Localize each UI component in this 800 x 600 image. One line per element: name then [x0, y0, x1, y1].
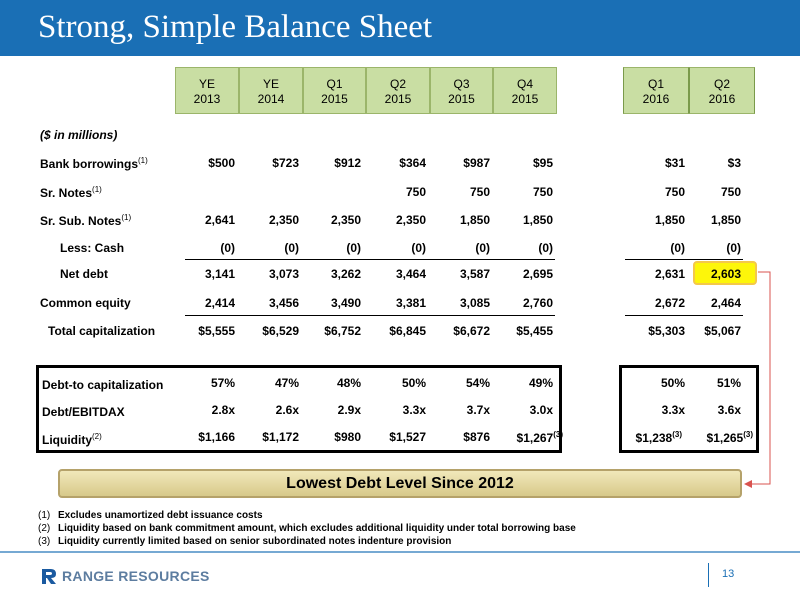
cell: 3,073 [268, 267, 299, 281]
cell: 51% [716, 376, 741, 390]
cell: (0) [220, 241, 235, 255]
cell: 1,850 [710, 213, 741, 227]
cell: $500 [208, 156, 235, 170]
cell: 48% [336, 376, 361, 390]
period-header-4 [366, 67, 430, 114]
cell: 3.7x [466, 403, 490, 417]
cell: 750 [405, 185, 426, 199]
row-label-liquidity [42, 432, 102, 447]
cell-value: $1,172 [262, 430, 299, 444]
cell: (0) [726, 241, 741, 255]
row-label-text: Common equity [40, 296, 131, 310]
footnotes [38, 509, 576, 548]
period-header-line2: 2016 [708, 92, 736, 106]
cell-value: $1,265 [706, 431, 744, 445]
footnote-2 [38, 522, 576, 535]
row-label-text: Total capitalization [48, 324, 156, 338]
footer-rule [0, 551, 800, 553]
period-header-line2: 2015 [511, 92, 539, 106]
row-label-note: (1) [121, 213, 132, 222]
row-label-common-equity [40, 296, 131, 310]
period-header-line2: 2015 [448, 92, 475, 106]
cell: 1,850 [654, 213, 685, 227]
cell: 2,631 [654, 267, 685, 281]
logo-wordmark: RANGE RESOURCES [62, 568, 210, 584]
cell: 3.3x [661, 403, 685, 417]
page-divider [708, 563, 709, 587]
cell: $31 [664, 156, 685, 170]
cell: 750 [532, 185, 553, 199]
cell: $5,455 [516, 324, 553, 338]
period-header-6 [493, 67, 557, 114]
cell [430, 430, 490, 444]
cell: 50% [401, 376, 426, 390]
row-label-text: Bank borrowings [40, 157, 139, 171]
cell-value: $1,267 [516, 431, 554, 445]
row-label-sr-notes [40, 185, 102, 200]
row-label-total-capitalization [48, 324, 155, 338]
cell: 3,381 [395, 296, 426, 310]
period-header-line1: Q4 [516, 77, 533, 91]
period-header-line1: Q1 [326, 77, 343, 91]
row-label-debt-to-capitalization [42, 378, 163, 392]
cell: 3.3x [402, 403, 426, 417]
cell-value: $980 [334, 430, 361, 444]
subtotal-rule [185, 259, 555, 260]
period-header-line1: Q3 [453, 77, 470, 91]
cell: $5,067 [704, 324, 741, 338]
cell: 57% [210, 376, 235, 390]
period-header-line2: 2014 [257, 92, 285, 106]
cell [497, 430, 563, 445]
footnote-text: Excludes unamortized debt issuance costs [58, 510, 263, 521]
cell: $95 [532, 156, 553, 170]
footnote-text: Liquidity currently limited based on senior subordinated notes indenture provision [58, 536, 452, 547]
cell: 2,695 [522, 267, 553, 281]
total-rule-right [625, 315, 743, 316]
cell: 3,262 [330, 267, 361, 281]
cell [612, 430, 682, 445]
cell: (0) [670, 241, 685, 255]
cell: $6,752 [324, 324, 361, 338]
unit-label: ($ in millions) [40, 128, 118, 142]
cell-value: $1,527 [389, 430, 426, 444]
cell-note: (3) [743, 430, 753, 439]
cell: $364 [399, 156, 426, 170]
cell: $6,529 [262, 324, 299, 338]
range-logo-icon [40, 567, 58, 585]
cell: 2,414 [204, 296, 235, 310]
subtotal-rule-right [625, 259, 743, 260]
cell: 49% [528, 376, 553, 390]
cell: $912 [334, 156, 361, 170]
cell-note: (3) [672, 430, 682, 439]
title-bar [0, 0, 800, 56]
period-header-line1: Q2 [713, 77, 730, 91]
cell: 3,085 [459, 296, 490, 310]
cell: 1,850 [522, 213, 553, 227]
cell: 47% [274, 376, 299, 390]
period-header-8 [689, 67, 755, 114]
footnote-number: (3) [38, 536, 51, 547]
net-debt-latest-value: 2,603 [710, 267, 741, 281]
period-header-2 [239, 67, 303, 114]
row-label-text: Less: Cash [60, 241, 125, 255]
cell [239, 430, 299, 444]
footnote-3 [38, 535, 576, 548]
slide-title: Strong, Simple Balance Sheet [38, 9, 433, 45]
cell: $987 [463, 156, 490, 170]
row-label-text: Debt-to capitalization [42, 378, 164, 392]
cell: 2.9x [337, 403, 361, 417]
cell [301, 430, 361, 444]
cell: $5,303 [648, 324, 685, 338]
period-header-line2: 2015 [384, 92, 412, 106]
cell: 54% [465, 376, 490, 390]
cell-value: $876 [463, 430, 490, 444]
row-label-text: Sr. Sub. Notes [40, 214, 122, 228]
period-header-7 [623, 67, 689, 114]
cell: 50% [660, 376, 685, 390]
footnote-number: (2) [38, 523, 51, 534]
row-label-less-cash [60, 241, 124, 255]
cell: $6,845 [389, 324, 426, 338]
total-rule [185, 315, 555, 316]
period-header-line2: 2013 [193, 92, 221, 106]
cell: 3,464 [395, 267, 426, 281]
row-label-text: Sr. Notes [40, 186, 93, 200]
cell: 2,350 [395, 213, 426, 227]
row-label-sr-sub-notes [40, 213, 131, 228]
row-label-text: Debt/EBITDAX [42, 405, 125, 419]
cell: $3 [727, 156, 741, 170]
cell: 750 [664, 185, 685, 199]
page-number: 13 [722, 568, 735, 580]
cell: 2,641 [204, 213, 235, 227]
period-header-1 [175, 67, 239, 114]
row-label-bank-borrowings [40, 156, 148, 171]
cell-value: $1,238 [635, 431, 673, 445]
row-label-note: (1) [92, 185, 102, 194]
row-label-net-debt [60, 267, 108, 281]
period-header-line1: Q2 [389, 77, 406, 91]
cell: 2.8x [211, 403, 235, 417]
cell: (0) [346, 241, 361, 255]
period-header-3 [303, 67, 366, 114]
row-label-text: Net debt [60, 267, 108, 281]
cell: 3,587 [459, 267, 490, 281]
period-header-line1: Q1 [647, 77, 664, 91]
cell-value: $1,166 [198, 430, 235, 444]
footnote-number: (1) [38, 510, 51, 521]
row-label-debt-ebitdax [42, 405, 125, 419]
footnote-text: Liquidity based on bank commitment amount, which excludes additional liquidity under total borrowing base [58, 523, 576, 534]
cell: 750 [720, 185, 741, 199]
cell: 2,672 [654, 296, 685, 310]
cell: 3,141 [204, 267, 235, 281]
company-logo [40, 567, 210, 585]
period-header-line1: YE [198, 77, 215, 91]
cell: 3.0x [529, 403, 553, 417]
cell: $5,555 [198, 324, 235, 338]
cell: 2.6x [275, 403, 299, 417]
cell: (0) [284, 241, 299, 255]
cell: 750 [469, 185, 490, 199]
cell: 3.6x [717, 403, 741, 417]
cell-note: (3) [553, 430, 563, 439]
key-message-banner: Lowest Debt Level Since 2012 [58, 469, 742, 498]
cell: 1,850 [459, 213, 490, 227]
cell: (0) [411, 241, 426, 255]
row-label-note: (1) [138, 156, 148, 165]
cell: $723 [272, 156, 299, 170]
cell: 2,464 [710, 296, 741, 310]
cell [175, 430, 235, 444]
cell: 2,760 [522, 296, 553, 310]
cell [681, 430, 753, 445]
row-label-text: Liquidity [42, 433, 92, 447]
period-header-line2: 2015 [321, 92, 348, 106]
period-header-line2: 2016 [642, 92, 670, 106]
cell: 3,456 [268, 296, 299, 310]
cell: 2,350 [330, 213, 361, 227]
period-header-5 [430, 67, 493, 114]
cell [366, 430, 426, 444]
cell: $6,672 [453, 324, 490, 338]
cell: (0) [538, 241, 553, 255]
period-header-line1: YE [262, 77, 279, 91]
footnote-1 [38, 509, 576, 522]
cell: 3,490 [330, 296, 361, 310]
cell: (0) [475, 241, 490, 255]
cell: 2,350 [268, 213, 299, 227]
row-label-note: (2) [92, 432, 102, 441]
